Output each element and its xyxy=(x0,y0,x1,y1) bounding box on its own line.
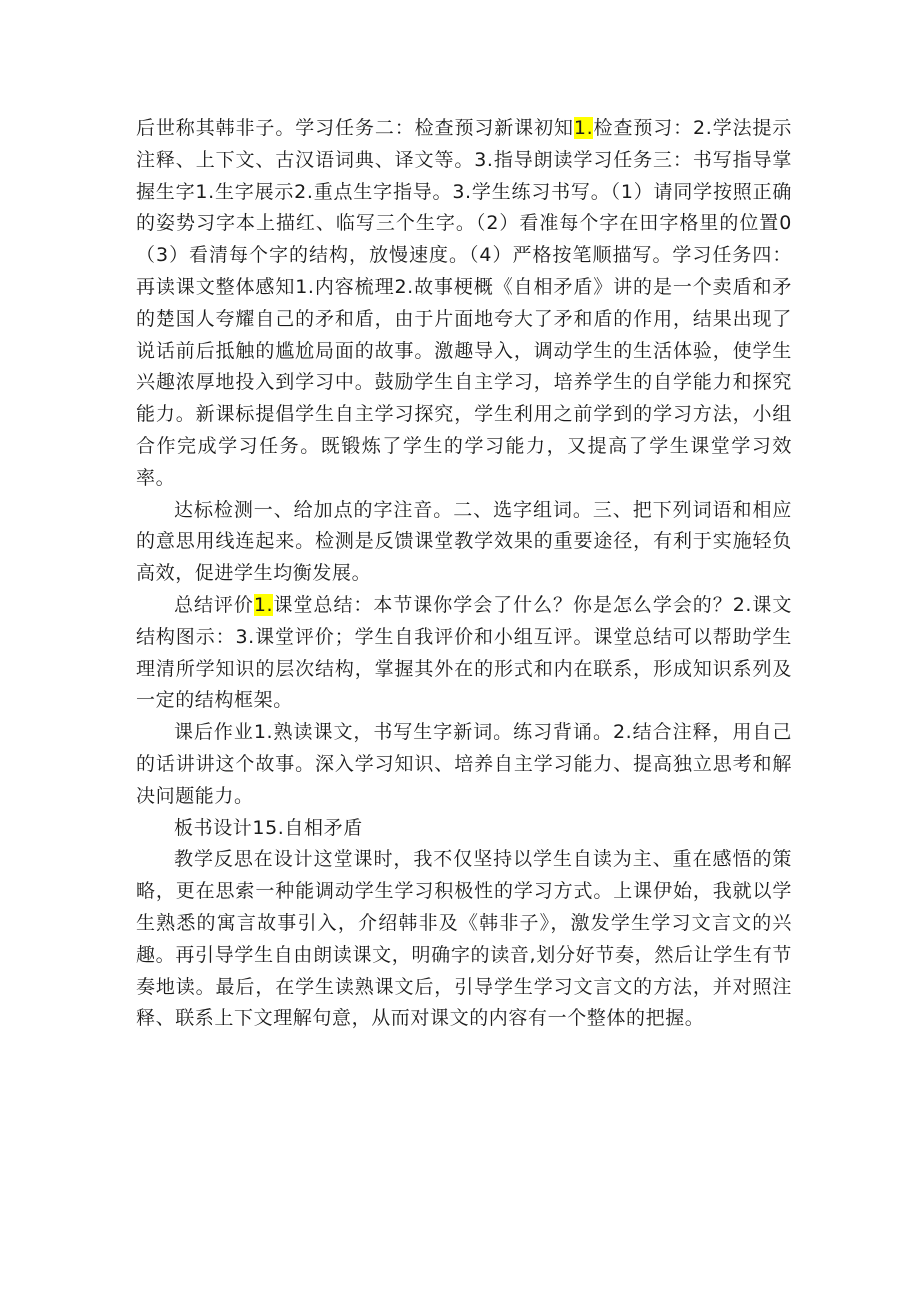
paragraph-assessment: 达标检测一、给加点的字注音。二、选字组词。三、把下列词语和相应的意思用线连起来。检测是反馈课堂教学效果的重要途径，有利于实施轻负高效，促进学生均衡发展。 xyxy=(136,498,792,585)
paragraph-blackboard-design: 板书设计15.自相矛盾 xyxy=(174,816,363,839)
paragraph-text-before-highlight: 总结评价 xyxy=(174,593,254,616)
paragraph-text-after-highlight: 检查预习：2.学法提示注释、上下文、古汉语词典、译文等。3.指导朗读学习任务三：书写指导掌握生字1.生字展示2.重点生字指导。3.学生练习书写。（1）请同学按照正确的姿势习字本上描红、临写三个生字。（2）看准每个字在田字格里的位置0（3）看清每个字的结构，放慢速度。（4）严格按笔顺描写。学习任务四：再读课文整体感知1.内容梳理2.故事梗概《自相矛盾》讲的是一个卖盾和矛的楚国人夸耀自己的矛和盾，由于片面地夸大了矛和盾的作用，结果出现了说话前后抵触的尴尬局面的故事。激趣导入，调动学生的生活体验，使学生兴趣浓厚地投入到学习中。鼓励学生自主学习，培养学生的自学能力和探究能力。新课标提倡学生自主学习探究，学生利用之前学到的学习方法，小组合作完成学习任务。既锻炼了学生的学习能力，又提高了学生课堂学习效率。 xyxy=(136,117,793,489)
document-body xyxy=(136,113,792,1035)
highlighted-marker: 1. xyxy=(253,593,274,616)
paragraph-homework: 课后作业1.熟读课文，书写生字新词。练习背诵。2.结合注释，用自己的话讲讲这个故事。深入学习知识、培养自主学习能力、提高独立思考和解决问题能力。 xyxy=(136,721,792,807)
paragraph-text-after-highlight: 课堂总结：本节课你学会了什么？你是怎么学会的？2.课文结构图示：3.课堂评价；学生自我评价和小组互评。课堂总结可以帮助学生理清所学知识的层次结构，掌握其外在的形式和内在联系，形成知识系列及一定的结构框架。 xyxy=(136,593,792,712)
paragraph-teaching-reflection: 教学反思在设计这堂课时，我不仅坚持以学生自读为主、重在感悟的策略，更在思索一种能调动学生学习积极性的学习方式。上课伊始，我就以学生熟悉的寓言故事引入，介绍韩非及《韩非子》，激发学生学习文言文的兴趣。再引导学生自由朗读课文，明确字的读音,划分好节奏，然后让学生有节奏地读。最后，在学生读熟课文后，引导学生学习文言文的方法，并对照注释、联系上下文理解句意，从而对课文的内容有一个整体的把握。 xyxy=(136,848,792,1030)
paragraph-summary-evaluation xyxy=(136,590,792,717)
paragraph-text-before-highlight: 后世称其韩非子。学习任务二：检查预习新课初知 xyxy=(136,117,574,139)
paragraph-learning-tasks xyxy=(136,113,792,495)
highlighted-marker: 1. xyxy=(573,117,594,139)
